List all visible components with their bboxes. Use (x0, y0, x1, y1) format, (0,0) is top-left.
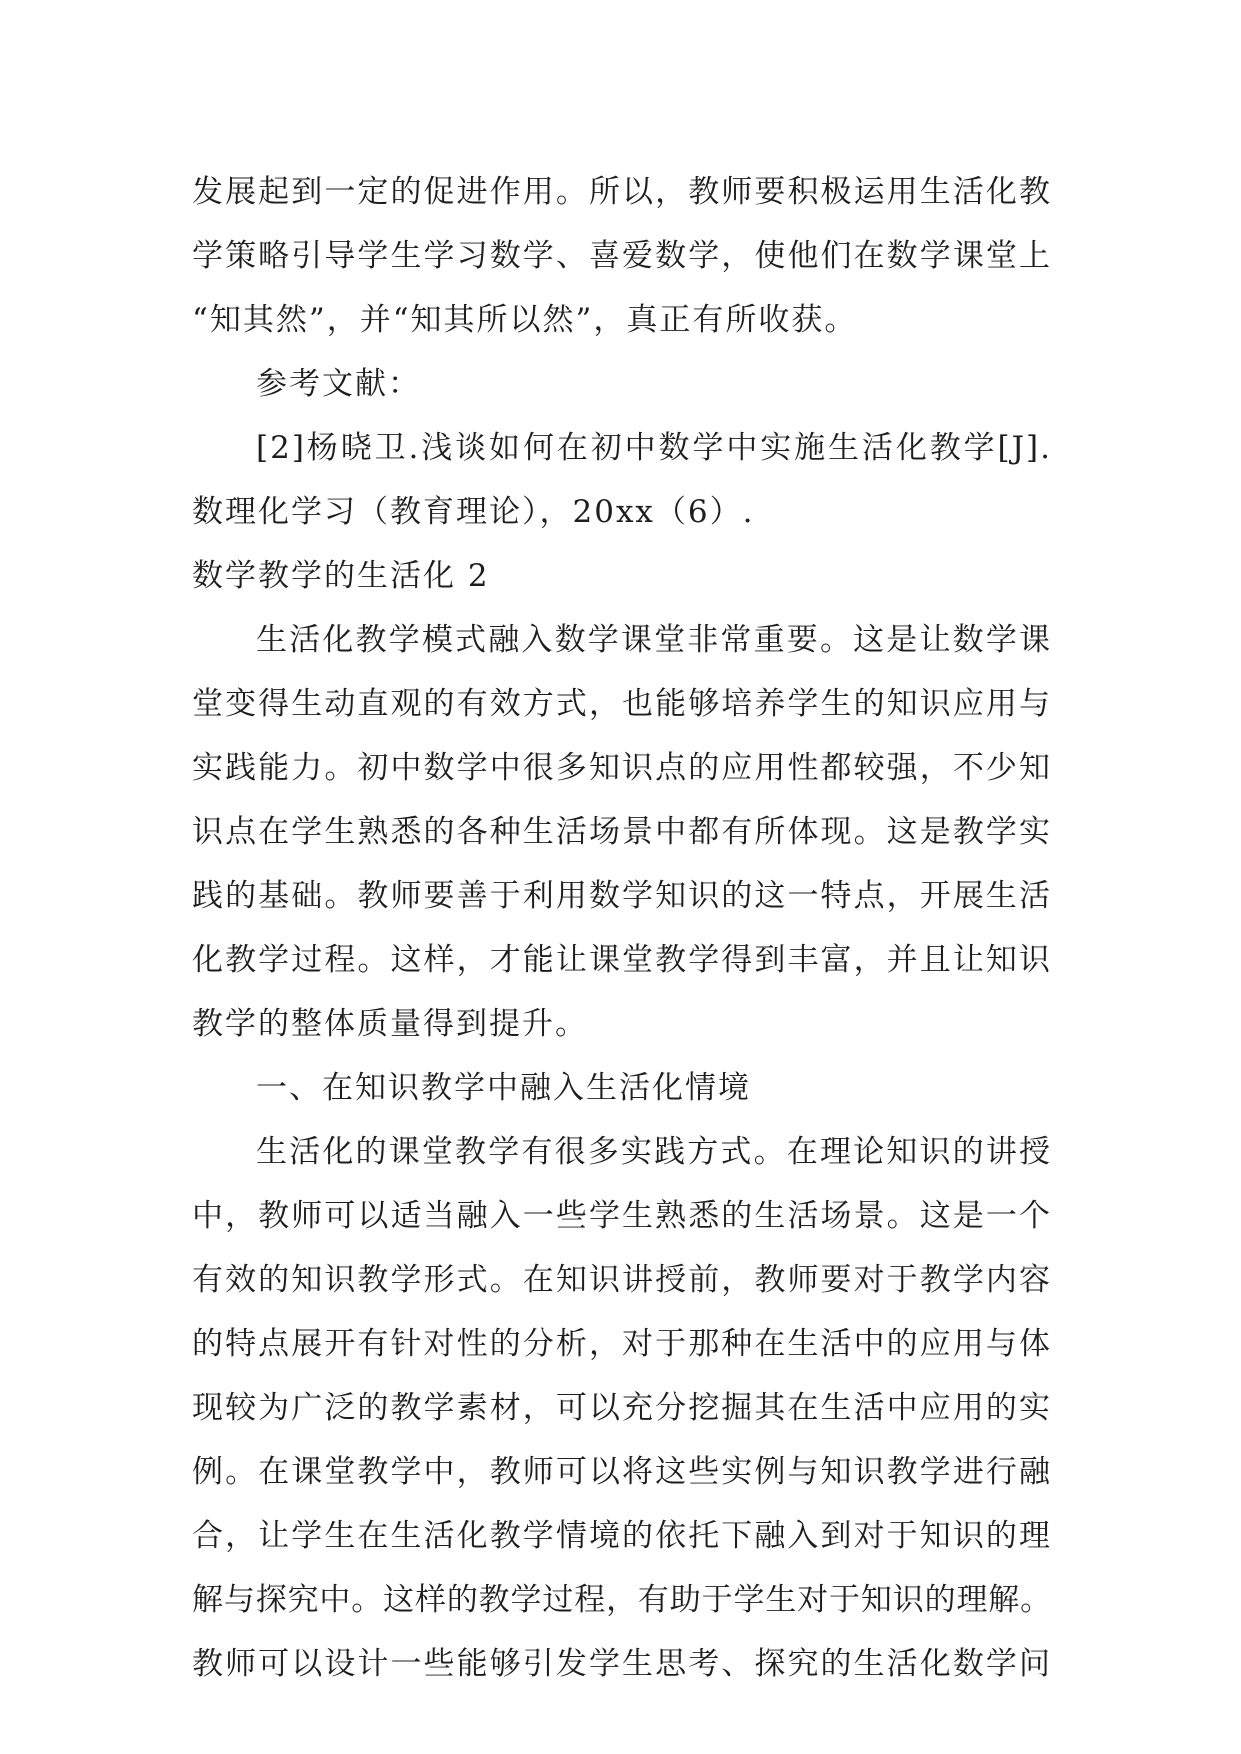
body-line: 践的基础。教师要善于利用数学知识的这一特点，开展生活 (192, 878, 1052, 914)
body-line: 教学的整体质量得到提升。 (192, 1006, 588, 1042)
reference-entry: [2]杨晓卫.浅谈如何在初中数学中实施生活化教学[J]. (256, 430, 1052, 466)
reference-entry-continued: 数理化学习（教育理论），20xx（6）. (192, 494, 755, 530)
body-line: 生活化教学模式融入数学课堂非常重要。这是让数学课 (256, 622, 1052, 658)
body-line: 发展起到一定的促进作用。所以，教师要积极运用生活化教 (192, 174, 1052, 210)
body-line: 教师可以设计一些能够引发学生思考、探究的生活化数学问 (192, 1646, 1052, 1682)
section-title: 数学教学的生活化 2 (192, 558, 490, 594)
body-line: 化教学过程。这样，才能让课堂教学得到丰富，并且让知识 (192, 942, 1052, 978)
body-line: 有效的知识教学形式。在知识讲授前，教师要对于教学内容 (192, 1262, 1052, 1298)
body-line: 生活化的课堂教学有很多实践方式。在理论知识的讲授 (256, 1134, 1052, 1170)
body-line: 解与探究中。这样的教学过程，有助于学生对于知识的理解。 (192, 1582, 1052, 1618)
references-heading: 参考文献： (256, 366, 421, 402)
body-line: 合，让学生在生活化教学情境的依托下融入到对于知识的理 (192, 1518, 1052, 1554)
body-line: 例。在课堂教学中，教师可以将这些实例与知识教学进行融 (192, 1454, 1052, 1490)
body-line: 实践能力。初中数学中很多知识点的应用性都较强，不少知 (192, 750, 1052, 786)
body-line: 识点在学生熟悉的各种生活场景中都有所体现。这是教学实 (192, 814, 1052, 850)
body-line: 学策略引导学生学习数学、喜爱数学，使他们在数学课堂上 (192, 238, 1052, 274)
subsection-heading: 一、在知识教学中融入生活化情境 (256, 1070, 751, 1106)
body-line: 的特点展开有针对性的分析，对于那种在生活中的应用与体 (192, 1326, 1052, 1362)
document-body (192, 160, 1052, 1696)
body-line: “知其然”，并“知其所以然”，真正有所收获。 (192, 302, 858, 338)
body-line: 现较为广泛的教学素材，可以充分挖掘其在生活中应用的实 (192, 1390, 1052, 1426)
body-line: 堂变得生动直观的有效方式，也能够培养学生的知识应用与 (192, 686, 1052, 722)
body-line: 中，教师可以适当融入一些学生熟悉的生活场景。这是一个 (192, 1198, 1052, 1234)
